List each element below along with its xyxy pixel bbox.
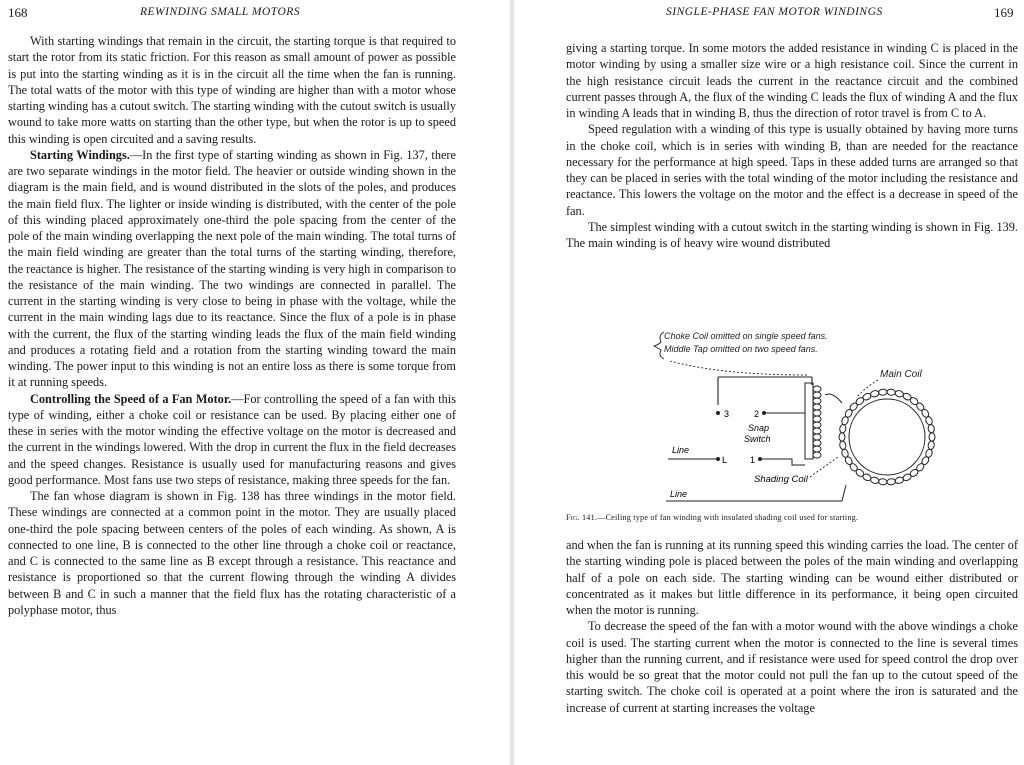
running-head: REWINDING SMALL MOTORS [140, 6, 301, 18]
line-label-upper: Line [672, 445, 690, 455]
choke-note-text: Choke Coil omitted on single speed fans. [664, 331, 828, 341]
figure-141-diagram [642, 325, 962, 505]
page-number: 168 [8, 5, 28, 20]
snap-label: Snap [748, 423, 770, 433]
line-wire [666, 485, 846, 501]
switch-contact [716, 411, 720, 415]
tap-1-label: 1 [750, 455, 756, 465]
tap-3-label: 3 [724, 409, 730, 419]
figure-label: Fig. 141. [566, 513, 598, 522]
paragraph: Starting Windings.—In the first type of starting winding as shown in Fig. 137, there are two separate windings in the motor field. The heavier or outside winding shown in the diagram is the main field, and is wound distributed in the slots of the poles, and produces the main field flux. The lighter or inside winding is distributed, with the center of the pole of this winding placed approximately one-third the pole spacing from the center of the pole of the main winding overlapping the next pole of the main winding. The total turns of the main field winding are greater than the total turns of the starting winding, therefore, the reactance is higher. The resistance of the starting winding is very high in comparison to the resistance of the main winding. The two windings are connected in parallel. The current in the starting winding is very close to being in phase with the voltage, while the current in the main winding lags due to its reactance. Since the flux of a pole is in phase with the current, the flux of the starting winding leads the flux of the main field winding and produces a rotating field and a rotation from the starting winding toward the main winding. The power input to this winding is not an entire loss as there is some torque from it at running speeds. [8, 147, 456, 390]
right-page-body-bottom [566, 537, 1018, 716]
right-page [512, 0, 1024, 765]
section-heading: Starting Windings. [30, 147, 130, 162]
leader-dotted-line [670, 361, 807, 375]
left-page-body [8, 33, 456, 618]
page-number: 169 [994, 5, 1014, 20]
paragraph: The fan whose diagram is shown in Fig. 138 has three windings in the motor field. These windings are connected at a common point in the motor. They are usually placed one-third the pole spacing between centers of the poles of each winding. As shown, A is connected to one line, B is connected to the other line through a choke coil or reactance, and C is connected to the same line as B except through a resistance. This reactance and resistance is proportioned so that the current flowing through the winding A divides between B and C in such a manner that the field flux has the rotating characteristic of a polyphase motor, thus [8, 489, 456, 617]
paragraph: The simplest winding with a cutout switch in the starting winding is shown in Fig. 139. The main winding is of heavy wire wound distributed [566, 219, 1018, 250]
shading-coil-label: Shading Coil [754, 474, 808, 485]
middle-tap-note-text: Middle Tap omitted on two speed fans. [664, 344, 818, 354]
caption-text: —Ceiling type of fan winding with insulated shading coil used for starting. [597, 513, 859, 522]
choke-frame-line [718, 377, 812, 405]
switch-contact [716, 457, 720, 461]
choke-coil [813, 386, 821, 458]
switch-contact [758, 457, 762, 461]
line-label-lower: Line [670, 489, 688, 499]
paragraph: and when the fan is running at its running speed this winding carries the load. The center of the starting winding pole is placed between the poles of the main winding and overlapping half of a pole on each side. The starting winding can be wound either distributed or concentrated as it makes but little difference in its performance, it being open circuited when the motor is running. [566, 538, 1018, 617]
section-heading: Controlling the Speed of a Fan Motor. [30, 391, 232, 406]
right-page-body-top [566, 40, 1018, 251]
main-coil-ring [825, 389, 935, 485]
shading-leader-line [810, 457, 838, 477]
note-brace [654, 332, 664, 359]
switch-contact [762, 411, 766, 415]
paragraph: Speed regulation with a winding of this type is usually obtained by having more turns in the choke coil, which is in series with winding B, than are needed for the reactance necessary for the performance at high speed. Taps in these added turns are arranged so that they can be placed in series with the total winding of the motor including the resistance and reactance. This lowers the voltage on the motor and the effect is a decrease in speed of the fan. [566, 122, 1018, 218]
winding-diagram-svg [642, 325, 962, 505]
paragraph: Controlling the Speed of a Fan Motor.—For controlling the speed of a fan with this type of winding, either a choke coil or resistance can be used. By placing either one of these in series with the motor winding the effective voltage on the motor is decreased and the current in the windings lowered. With the drop in current the flux in the field decreases and the speed changes. Resistance is usually used for manufacturing reasons and gives good performance. Most fans use two steps of resistance, making three speeds for the fan. [8, 391, 456, 487]
choke-core [805, 383, 813, 459]
paragraph: With starting windings that remain in the circuit, the starting torque is that required to start the rotor from its static friction. For this reason as small amount of power as possible is put into the starting winding as it is in the circuit all the time when the fan is running. The total watts of the motor with this type of winding are higher than with a motor whose starting winding has a cutout switch. The starting winding with the cutout switch is usually wound to take more watts on starting than the other type, but when the rotor is up to speed this winding is open circuited and a saving results. [8, 34, 456, 146]
main-coil-label: Main Coil [880, 369, 922, 380]
running-head: SINGLE-PHASE FAN MOTOR WINDINGS [666, 6, 883, 18]
tap-2-label: 2 [754, 409, 760, 419]
paragraph: giving a starting torque. In some motors the added resistance in winding C is placed in the motor winding by using a smaller size wire or a high resistance coil. Since the current in the high resistance circuit leads the current in the reactance circuit and the combined current passes through A, the flux of the winding C leads the flux of winding A and the flux in winding A leads that in winding B, thus the direction of rotor travel is from C to A. [566, 41, 1018, 120]
figure-caption [566, 513, 858, 522]
switch-label: Switch [744, 434, 771, 444]
paragraph: To decrease the speed of the fan with a motor wound with the above windings a choke coil is used. The starting current when the motor is connected to the line is several times higher than the running current, and if resistance were used for speed control the drop over this would be so great that the motor could not pull the fan up to the cutout speed of the starting switch. The choke coil is operated at a point where the iron is saturated and the increase of current at starting increases the voltage [566, 619, 1018, 715]
tap-L-label: L [722, 455, 728, 465]
leader-dotted-line [857, 380, 878, 397]
tap-wire [762, 459, 805, 465]
